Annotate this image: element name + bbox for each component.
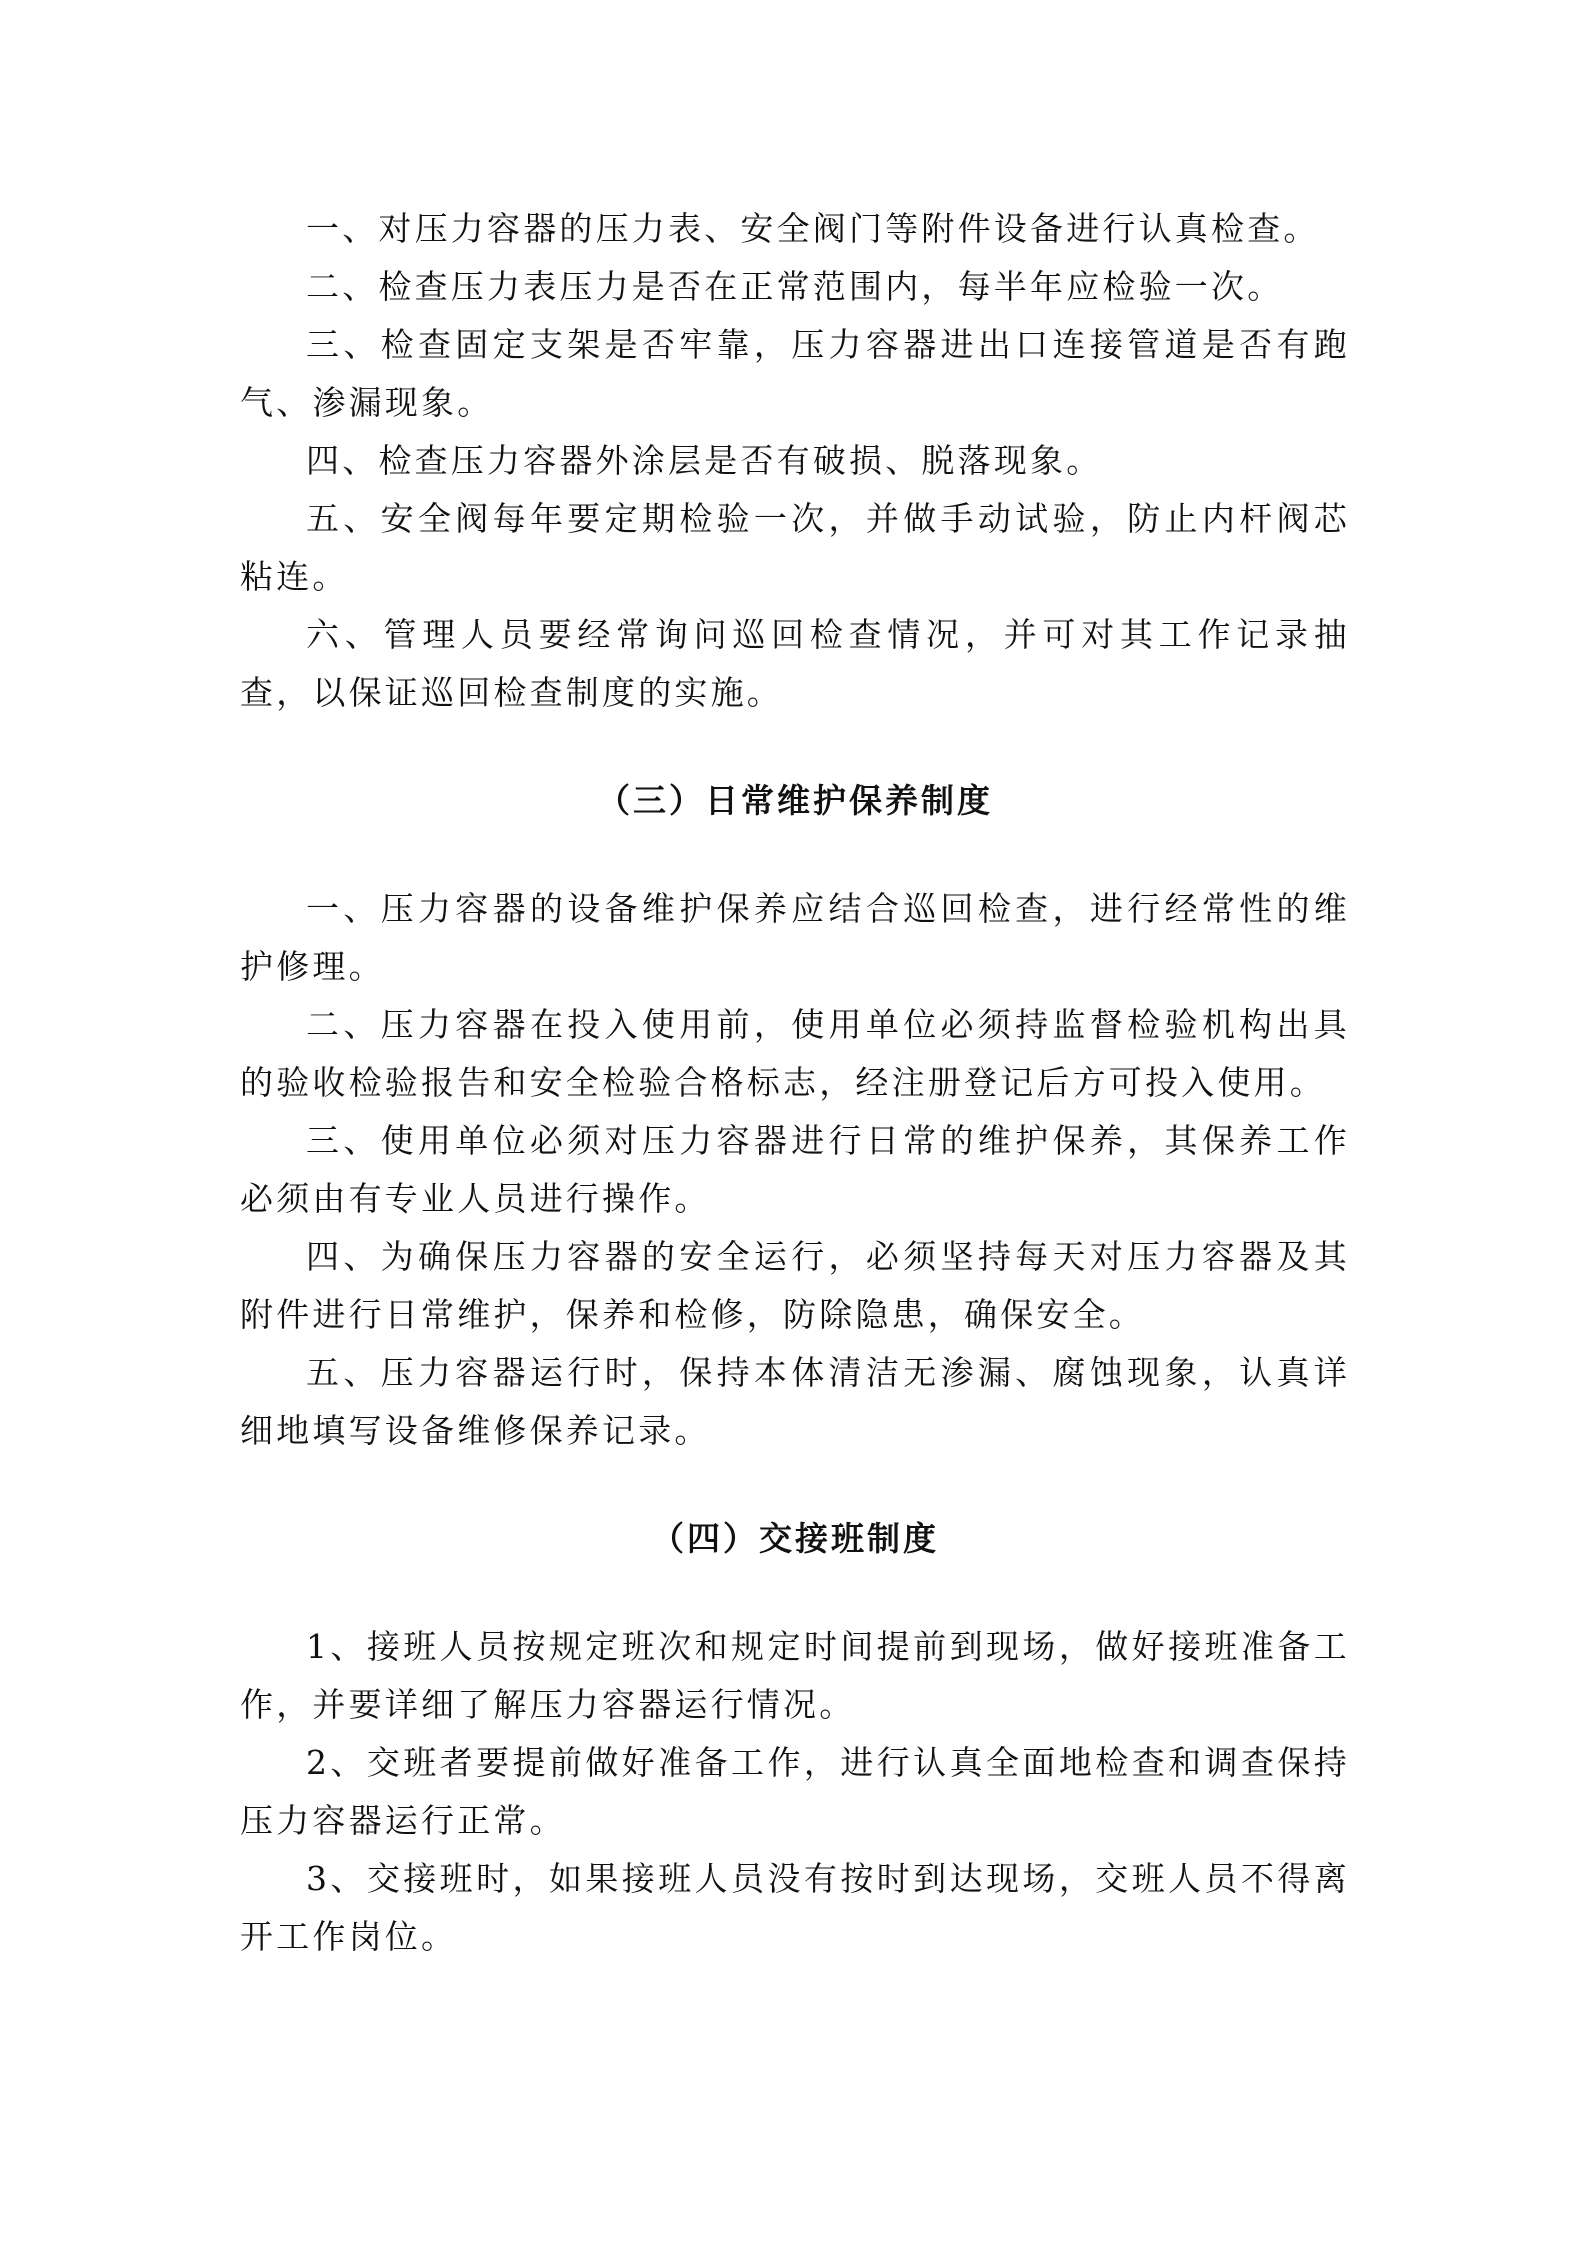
document-body: [240, 200, 1350, 1966]
inspection-item-4: 四、检查压力容器外涂层是否有破损、脱落现象。: [306, 441, 1103, 480]
inspection-item-6: 六、管理人员要经常询问巡回检查情况，并可对其工作记录抽查，以保证巡回检查制度的实施。: [240, 615, 1350, 712]
maintenance-item-1: 一、压力容器的设备维护保养应结合巡回检查，进行经常性的维护修理。: [240, 889, 1350, 986]
section-three-title: （三）日常维护保养制度: [597, 781, 993, 820]
spacer: [240, 722, 1350, 772]
inspection-item-2: 二、检查压力表压力是否在正常范围内，每半年应检验一次。: [306, 267, 1284, 306]
spacer: [240, 1460, 1350, 1510]
inspection-item-1: 一、对压力容器的压力表、安全阀门等附件设备进行认真检查。: [306, 209, 1320, 248]
shift-handover-item-2: 2、交班者要提前做好准备工作，进行认真全面地检查和调查保持压力容器运行正常。: [240, 1743, 1350, 1840]
inspection-item-5: 五、安全阀每年要定期检验一次，并做手动试验，防止内杆阀芯粘连。: [240, 499, 1350, 596]
shift-handover-item-3: 3、交接班时，如果接班人员没有按时到达现场，交班人员不得离开工作岗位。: [240, 1859, 1350, 1956]
section-four-title: （四）交接班制度: [651, 1519, 939, 1558]
maintenance-item-3: 三、使用单位必须对压力容器进行日常的维护保养，其保养工作必须由有专业人员进行操作。: [240, 1121, 1350, 1218]
maintenance-item-2: 二、压力容器在投入使用前，使用单位必须持监督检验机构出具的验收检验报告和安全检验合格标志，经注册登记后方可投入使用。: [240, 1005, 1350, 1102]
maintenance-item-5: 五、压力容器运行时，保持本体清洁无渗漏、腐蚀现象，认真详细地填写设备维修保养记录。: [240, 1353, 1350, 1450]
shift-handover-item-1: 1、接班人员按规定班次和规定时间提前到现场，做好接班准备工作，并要详细了解压力容器运行情况。: [240, 1627, 1350, 1724]
spacer: [240, 1568, 1350, 1618]
maintenance-item-4: 四、为确保压力容器的安全运行，必须坚持每天对压力容器及其附件进行日常维护，保养和检修，防除隐患，确保安全。: [240, 1237, 1350, 1334]
inspection-item-3: 三、检查固定支架是否牢靠，压力容器进出口连接管道是否有跑气、渗漏现象。: [240, 325, 1350, 422]
spacer: [240, 830, 1350, 880]
